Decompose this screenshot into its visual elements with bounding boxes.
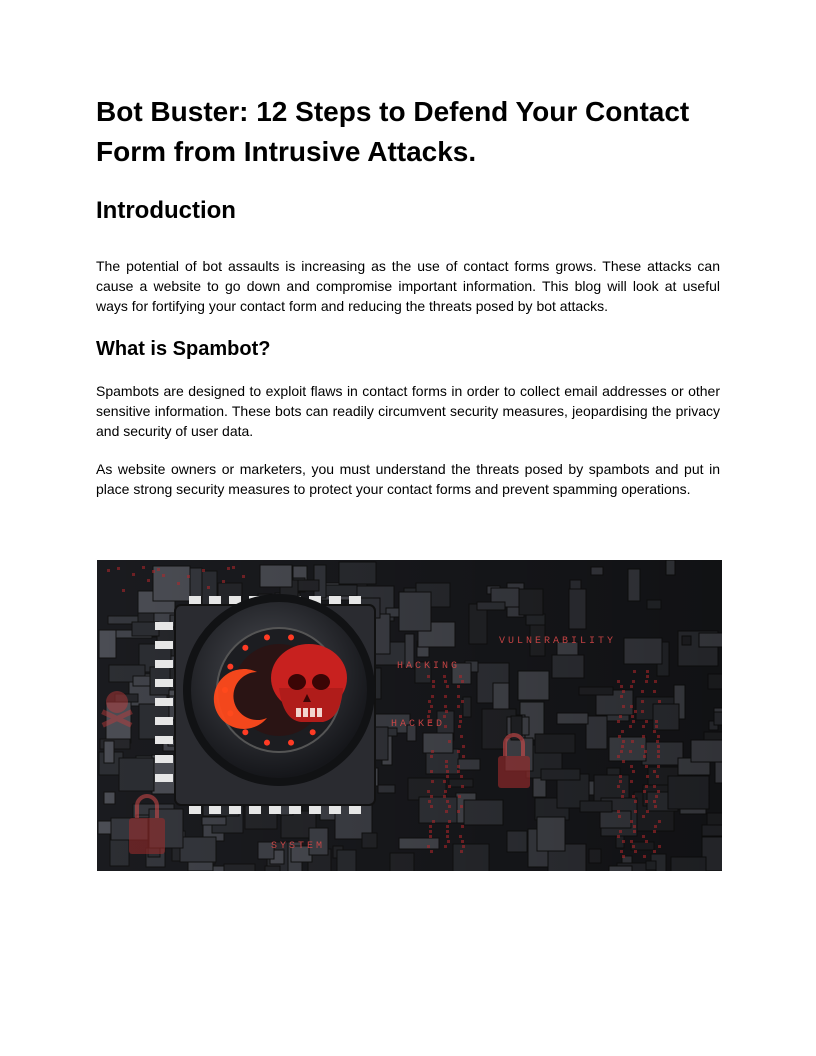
cyber-attack-image	[97, 560, 722, 871]
hacking-label: HACKING	[397, 661, 461, 672]
intro-paragraph: The potential of bot assaults is increasing as the use of contact forms grows. These attacks can cause a website to go down and compromise important information. This blog will look at useful ways for fortifying your contact form and reducing the threats posed by bot attacks.	[96, 258, 720, 314]
hacked-label: HACKED	[391, 719, 446, 730]
spambot-paragraph-2: As website owners or marketers, you must understand the threats posed by spambots and put in place strong security measures to protect your contact forms and prevent spamming operations.	[96, 461, 720, 497]
spambot-heading: What is Spambot?	[96, 338, 271, 360]
document-title: Bot Buster: 12 Steps to Defend Your Contact Form from Intrusive Attacks.	[96, 96, 690, 167]
spambot-paragraph-1: Spambots are designed to exploit flaws in contact forms in order to collect email addresses or other sensitive information. These bots can readily circumvent security measures, jeopardising the privacy and security of user data.	[96, 383, 720, 439]
intro-heading: Introduction	[96, 197, 236, 224]
system-label: SYSTEM	[271, 841, 326, 852]
cyber-attack-illustration	[97, 560, 722, 871]
vulnerability-label: VULNERABILITY	[499, 636, 617, 647]
